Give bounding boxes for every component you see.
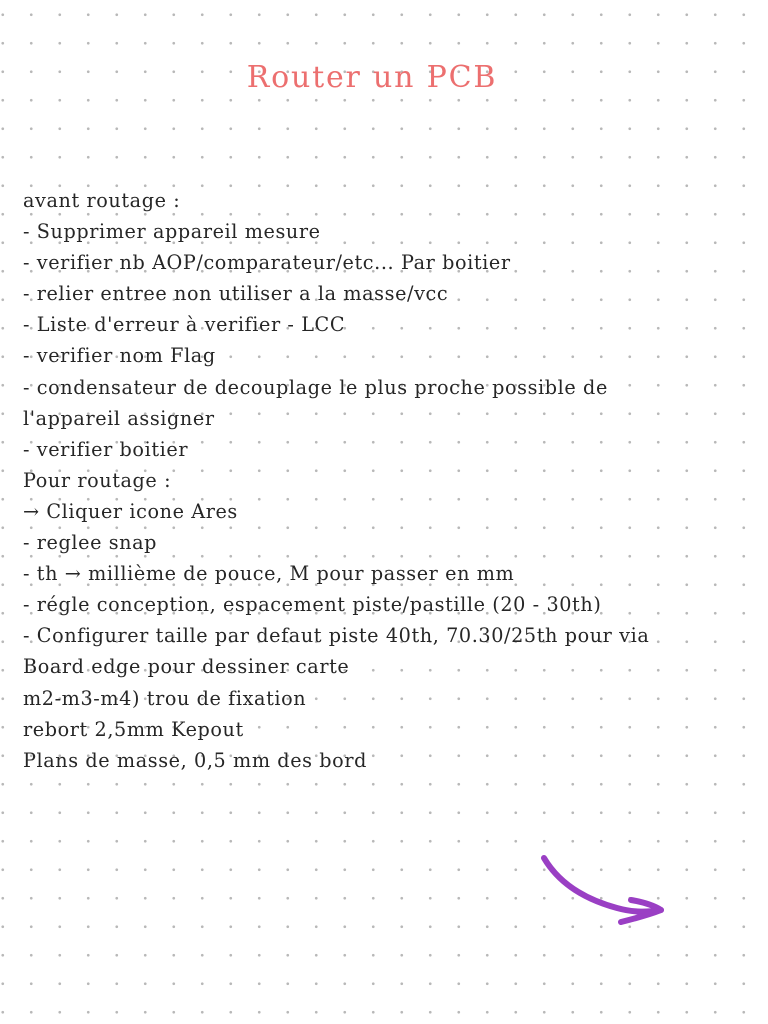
note-line: - régle conception, espacement piste/pastille (20 - 30th) <box>23 593 602 617</box>
note-line: - verifier boitier <box>23 437 189 461</box>
note-line: avant routage : <box>23 189 181 212</box>
note-line: - Supprimer appareil mesure <box>23 220 321 244</box>
note-line: m2-m3-m4) trou de fixation <box>23 686 307 710</box>
note-line: - Liste d'erreur à verifier - LCC <box>23 313 346 337</box>
note-line: - condensateur de decouplage le plus proche possible de <box>23 375 608 399</box>
note-line: - verifier nb AOP/comparateur/etc... Par boitier <box>23 251 511 275</box>
note-line: - relier entree non utiliser a la masse/vcc <box>23 282 449 306</box>
note-line: l'appareil assigner <box>23 406 215 430</box>
notes-body <box>23 185 713 776</box>
note-line: - reglee snap <box>23 531 158 555</box>
note-line: - Configurer taille par defaut piste 40th, 70.30/25th pour via <box>23 624 650 648</box>
note-line: Plans de masse, 0,5 mm des bord <box>23 748 367 772</box>
note-line: rebort 2,5mm Kepout <box>23 717 244 741</box>
page-title: Router un PCB <box>246 60 498 95</box>
hand-drawn-arrow-icon <box>535 850 675 935</box>
note-line: Pour routage : <box>23 468 172 492</box>
note-line: → Cliquer icone Ares <box>23 499 238 523</box>
note-line: - th → millième de pouce, M pour passer en mm <box>23 562 515 586</box>
note-line: Board edge pour dessiner carte <box>23 655 350 679</box>
note-line: - verifier nom Flag <box>23 344 216 368</box>
